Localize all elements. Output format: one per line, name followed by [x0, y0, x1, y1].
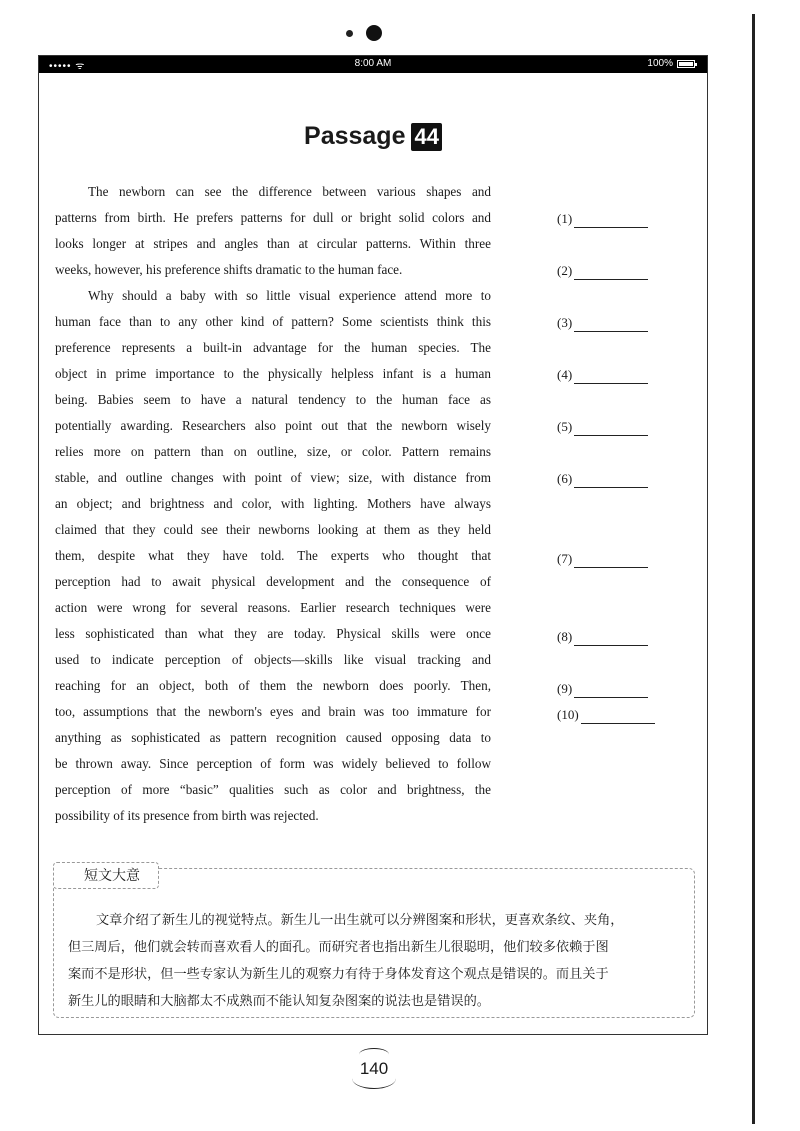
passage-line: an object; and brightness and color, with lighting. Mothers have always — [55, 496, 491, 511]
page-number-arc-bottom — [352, 1068, 396, 1089]
summary-line: 但三周后，他们就会转而喜欢看人的面孔。而研究者也指出新生儿很聪明，他们较多依赖于图 — [68, 940, 609, 955]
blank-line[interactable] — [574, 473, 648, 488]
summary-line: 文章介绍了新生儿的视觉特点。新生儿一出生就可以分辨图案和形状，更喜欢条纹、夹角， — [96, 913, 624, 928]
answer-blank-8[interactable] — [557, 627, 697, 647]
battery-icon — [677, 60, 695, 68]
passage-line: possibility of its presence from birth was rejected. — [55, 808, 319, 823]
blank-line[interactable] — [574, 317, 648, 332]
blank-label: (2) — [557, 263, 573, 278]
blank-label: (7) — [557, 551, 573, 566]
passage-line: relies more on pattern than on outline, size, or color. Pattern remains — [55, 444, 491, 459]
blank-line[interactable] — [574, 369, 648, 384]
passage-line: claimed that they could see their newborns looking at them as they held — [55, 522, 491, 537]
page-number — [349, 1046, 399, 1090]
passage-line: potentially awarding. Researchers also point out that the newborn wisely — [55, 418, 491, 433]
blank-label: (9) — [557, 681, 573, 696]
passage-line: object in prime importance to the physically helpless infant is a human — [55, 366, 491, 381]
title-text: Passage — [304, 122, 406, 150]
passage-line: Why should a baby with so little visual experience attend more to — [88, 288, 491, 303]
blank-label: (4) — [557, 367, 573, 382]
answer-blank-9[interactable] — [557, 679, 697, 699]
status-bar — [39, 56, 707, 73]
passage-line: human face than to any other kind of pattern? Some scientists think this — [55, 314, 491, 329]
status-time: 8:00 AM — [354, 58, 392, 69]
camera-lens — [366, 25, 382, 41]
blank-line[interactable] — [574, 265, 648, 280]
blank-line[interactable] — [574, 213, 648, 228]
summary-line: 新生儿的眼睛和大脑都太不成熟而不能认知复杂图案的说法也是错误的。 — [68, 994, 490, 1009]
page-number-arc-top — [359, 1048, 389, 1061]
blank-label: (6) — [557, 471, 573, 486]
passage-line: The newborn can see the difference between various shapes and — [88, 184, 491, 199]
blank-label: (3) — [557, 315, 573, 330]
summary-text — [68, 907, 682, 1015]
sensor-dot — [346, 30, 353, 37]
answer-blank-6[interactable] — [557, 469, 697, 489]
page-edge-rule — [752, 14, 755, 1124]
passage-line: perception had to await physical development and the consequence of — [55, 574, 491, 589]
passage-line: patterns from birth. He prefers patterns for dull or bright solid colors and — [55, 210, 491, 225]
page-title — [39, 122, 707, 151]
blank-line[interactable] — [574, 631, 648, 646]
passage-line: used to indicate perception of objects—skills like visual tracking and — [55, 652, 491, 667]
summary-line: 案而不是形状，但一些专家认为新生儿的观察力有待于身体发育这个观点是错误的。而且关于 — [68, 967, 609, 982]
blank-label: (8) — [557, 629, 573, 644]
blank-label: (5) — [557, 419, 573, 434]
blank-line[interactable] — [574, 683, 648, 698]
passage-line: stable, and outline changes with point of view; size, with distance from — [55, 470, 491, 485]
passage-line: less sophisticated than what they are today. Physical skills were once — [55, 626, 491, 641]
blank-line[interactable] — [574, 553, 648, 568]
battery-indicator — [647, 58, 695, 69]
passage-line: perception of more “basic” qualities such as color and brightness, the — [55, 782, 491, 797]
passage-line: anything as sophisticated as pattern recognition caused opposing data to — [55, 730, 491, 745]
blank-line[interactable] — [581, 709, 655, 724]
passage-text — [55, 179, 491, 829]
passage-line: be thrown away. Since perception of form was widely believed to follow — [55, 756, 491, 771]
passage-line: preference represents a built-in advantage for the human species. The — [55, 340, 491, 355]
passage-line: them, despite what they have told. The experts who thought that — [55, 548, 491, 563]
device-camera — [346, 22, 386, 46]
passage-line: reaching for an object, both of them the newborn does poorly. Then, — [55, 678, 491, 693]
answer-blank-10[interactable] — [557, 705, 697, 725]
summary-box — [53, 868, 695, 1018]
blank-label: (1) — [557, 211, 573, 226]
passage-line: being. Babies seem to have a natural tendency to the human face as — [55, 392, 491, 407]
passage-line: action were wrong for several reasons. Earlier research techniques were — [55, 600, 491, 615]
answer-blank-5[interactable] — [557, 417, 697, 437]
passage-line: too, assumptions that the newborn's eyes and brain was too immature for — [55, 704, 491, 719]
answer-blank-3[interactable] — [557, 313, 697, 333]
answer-blank-7[interactable] — [557, 549, 697, 569]
passage-line: looks longer at stripes and angles than at circular patterns. Within three — [55, 236, 491, 251]
page-number-text: 140 — [359, 1059, 389, 1078]
answer-blank-2[interactable] — [557, 261, 697, 281]
passage-number-badge: 44 — [411, 123, 441, 151]
summary-heading: 短文大意 — [53, 862, 159, 889]
blank-label: (10) — [557, 707, 579, 722]
passage-line: weeks, however, his preference shifts dramatic to the human face. — [55, 262, 403, 277]
answer-blank-4[interactable] — [557, 365, 697, 385]
device-screen — [38, 55, 708, 1035]
blank-line[interactable] — [574, 421, 648, 436]
battery-percent: 100% — [647, 58, 673, 69]
signal-wifi-icon: ••••• ᯤ — [49, 61, 86, 72]
answer-blank-1[interactable] — [557, 209, 697, 229]
